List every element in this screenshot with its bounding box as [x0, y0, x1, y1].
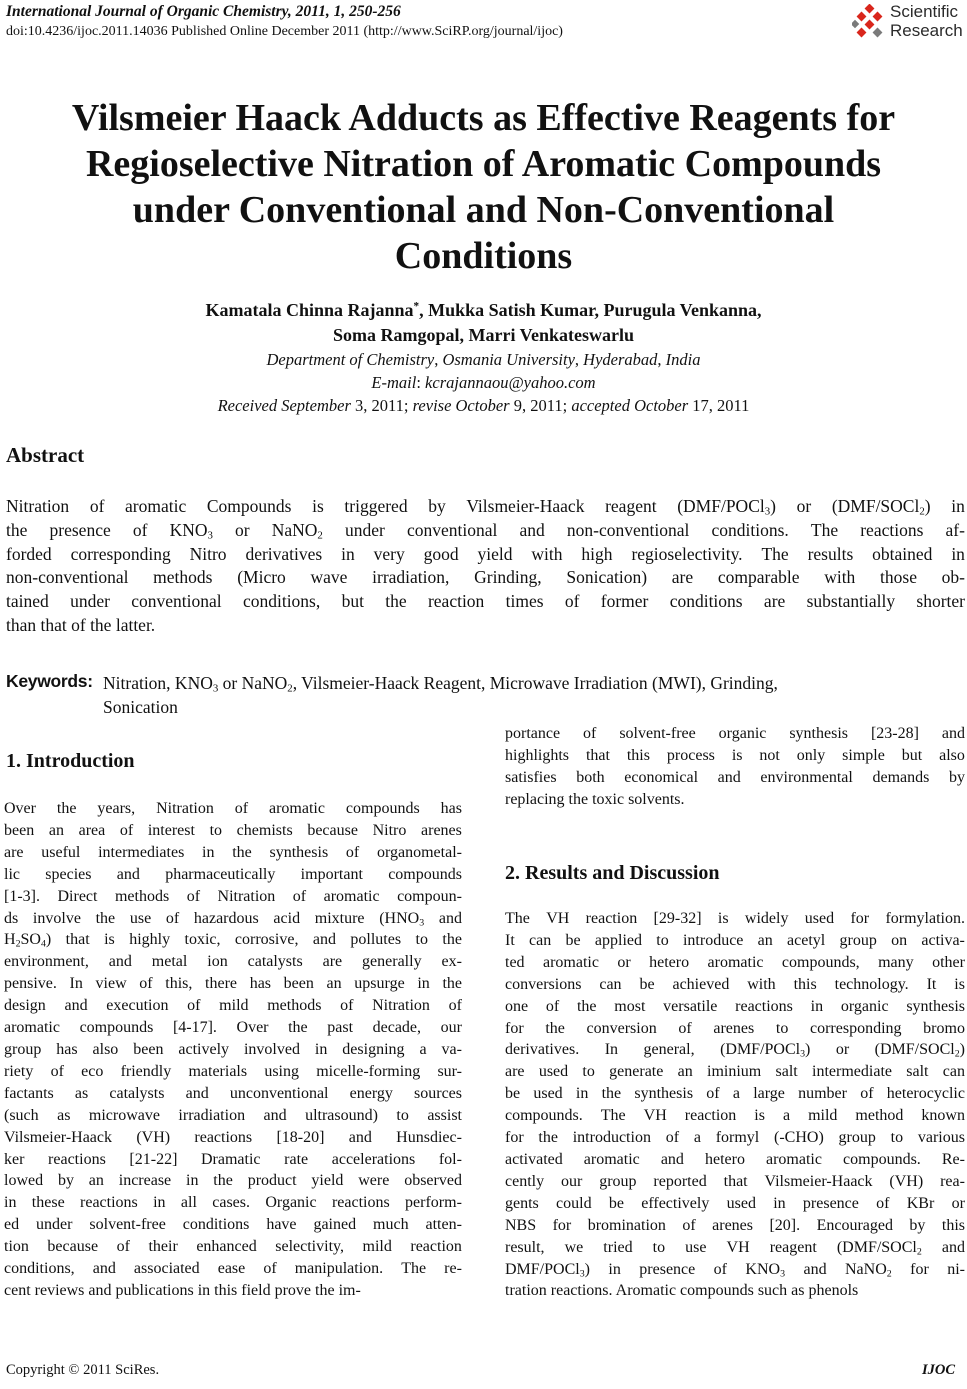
introduction-body: [4, 798, 462, 1302]
logo-text: [890, 2, 963, 40]
text-line: NBS for bromination of arenes [20]. Encouraged by this: [505, 1216, 965, 1234]
text-line: group has also been actively involved in designing a va-: [4, 1040, 462, 1058]
text-line: ds involve the use of hazardous acid mixture ($HNO_3$ and: [4, 909, 462, 928]
logo-mark-icon: [852, 4, 888, 40]
email-label: E-mail: [371, 373, 417, 392]
department: Department of Chemistry: [266, 350, 435, 369]
author-line: [0, 298, 967, 323]
title-line: under Conventional and Non-Conventional: [132, 189, 835, 231]
keywords-line: Sonication: [103, 697, 178, 717]
text-line: factants as catalysts and unconventional energy sources: [4, 1084, 462, 1102]
corresponding-author: Kamatala Chinna Rajanna: [205, 300, 414, 320]
text-line: be used in the synthesis of a large number of heterocyclic: [505, 1085, 965, 1103]
author-line: Soma Ramgopal, Marri Venkateswarlu: [333, 325, 634, 345]
text-line: It can be applied to introduce an acetyl group on activa-: [505, 931, 965, 949]
abstract-line: Nitration of aromatic Compounds is triggered by Vilsmeier-Haack reagent (DMF/POCl$_3$) or (DMF/SOCl$_2$) in: [6, 496, 965, 518]
text-line: tion because of their enhanced selectivity, mild reaction: [4, 1238, 462, 1256]
logo-line-1: Scientific: [890, 2, 959, 21]
author-list: [0, 298, 967, 348]
text-line: aromatic compounds [4-17]. Over the past decade, our: [4, 1019, 462, 1037]
doi-line: doi:10.4236/ijoc.2011.14036 Published Online December 2011 (http://www.SciRP.org/journal/ijoc): [6, 24, 563, 39]
text-line: in these reactions in all cases. Organic reactions perform-: [4, 1194, 462, 1212]
affiliation-block: [0, 348, 967, 417]
text-line: satisfies both economical and environmental demands by: [505, 768, 965, 786]
text-line: design and execution of mild methods of Nitration of: [4, 997, 462, 1015]
copyright-notice: Copyright © 2011 SciRes.: [6, 1362, 160, 1378]
text-line: portance of solvent-free organic synthesis [23-28] and: [505, 725, 965, 742]
abstract-line: tained under conventional conditions, but the reaction times of former conditions are substantially shorter: [6, 591, 965, 612]
affiliation-line: [0, 348, 967, 371]
keywords-label: Keywords:: [6, 671, 93, 691]
scientific-research-logo: [852, 2, 967, 44]
university: Osmania University: [442, 350, 575, 369]
text-line: ker reactions [21-22] Dramatic rate accelerations fol-: [4, 1150, 462, 1168]
text-line: lic species and pharmaceutically important compounds: [4, 865, 462, 883]
abstract-line: the presence of $KNO_3$ or NaNO$_2$ under conventional and non-conventional conditions. The reactions af-: [6, 519, 965, 542]
dates-line: [0, 394, 967, 417]
separator: ,: [657, 350, 666, 369]
text-line: activated aromatic and hetero aromatic compounds. Re-: [505, 1150, 965, 1168]
text-line: (such as microwave irradiation and ultrasound) to assist: [4, 1106, 462, 1124]
introduction-continued: [505, 723, 965, 811]
country: India: [665, 350, 701, 369]
text-line: derivatives. In general, (DMF/POCl$_3$) or (DMF/SOCl$_2$): [505, 1041, 965, 1060]
text-line: conversions can be achieved with this technology. It is: [505, 975, 965, 993]
title-line: Conditions: [394, 235, 573, 277]
abstract-line: than that of the latter.: [6, 614, 156, 635]
title-line: Regioselective Nitration of Aromatic Compounds: [85, 143, 882, 185]
text-line: DMF/POCl$_3$) in presence of $KNO_3$ and NaNO$_2$ for ni-: [505, 1260, 965, 1279]
text-line: result, we tried to use VH reagent (DMF/SOCl$_2$ and: [505, 1238, 965, 1258]
separator: ,: [574, 350, 584, 369]
paper-title: [0, 95, 967, 279]
text-line: tration reactions. Aromatic compounds such as phenols: [505, 1282, 859, 1300]
accepted-date: 17, 2011: [688, 396, 750, 415]
text-line: cent reviews and publications in this field prove the im-: [4, 1281, 361, 1299]
text-line: cently our group reported that Vilsmeier-Haack (VH) rea-: [505, 1172, 965, 1190]
text-line: are used to generate an iminium salt intermediate salt can: [505, 1063, 965, 1081]
text-line: lowed by an increase in the product yield were observed: [4, 1172, 462, 1190]
keywords-line: Nitration, $KNO_3$ or NaNO$_2$, Vilsmeier-Haack Reagent, Microwave Irradiation (MWI), Grinding,: [103, 673, 778, 695]
text-line: are useful intermediates in the synthesis of organometal-: [4, 843, 462, 861]
text-line: gents could be effectively used in presence of KBr or: [505, 1194, 965, 1212]
revised-date: 9, 2011;: [509, 396, 572, 415]
text-line: $H_2SO_4$) that is highly toxic, corrosive, and pollutes to the: [4, 931, 462, 950]
results-body: [505, 908, 965, 1302]
text-line: one of the most versatile reactions in organic synthesis: [505, 997, 965, 1015]
revised-label: revise October: [412, 396, 510, 415]
received-label: Received September: [217, 396, 351, 415]
accepted-label: accepted October: [571, 396, 689, 415]
logo-line-2: Research: [890, 21, 963, 40]
text-line: compounds. The VH reaction is a mild method known: [505, 1107, 965, 1125]
text-line: Vilsmeier-Haack (VH) reactions [18-20] and Hunsdiec-: [4, 1128, 462, 1146]
email-line: E-mail: kcrajannaou@yahoo.com: [371, 373, 596, 392]
email-address[interactable]: kcrajannaou@yahoo.com: [425, 373, 596, 392]
abstract-line: forded corresponding Nitro derivatives in very good yield with high regioselectivity. The results obtained in: [6, 543, 965, 564]
journal-citation: International Journal of Organic Chemistry, 2011, 1, 250-256: [6, 3, 401, 20]
text-line: [1-3]. Direct methods of Nitration of aromatic compoun-: [4, 887, 462, 905]
text-line: The VH reaction [29-32] is widely used for formylation.: [505, 910, 965, 927]
section-heading-introduction: 1. Introduction: [6, 750, 135, 772]
abstract-line: non-conventional methods (Micro wave irradiation, Grinding, Sonication) are comparable with those ob-: [6, 567, 965, 588]
separator: ,: [434, 350, 443, 369]
text-line: Over the years, Nitration of aromatic compounds has: [4, 800, 462, 817]
coauthors: , Mukka Satish Kumar, Purugula Venkanna,: [419, 300, 762, 320]
text-line: environment, and metal ion catalysts are generally ex-: [4, 953, 462, 971]
text-line: been an area of interest to chemists because Nitro arenes: [4, 821, 462, 839]
received-date: 3, 2011;: [350, 396, 413, 415]
journal-abbreviation: IJOC: [922, 1362, 956, 1378]
abstract-body: [6, 495, 965, 638]
corresponding-mark: *: [413, 300, 420, 313]
text-line: conditions, and associated ease of manipulation. The re-: [4, 1260, 462, 1278]
text-line: replacing the toxic solvents.: [505, 790, 685, 808]
keywords-text: [103, 671, 963, 719]
abstract-heading: Abstract: [6, 443, 85, 467]
title-line: Vilsmeier Haack Adducts as Effective Reagents for: [71, 97, 896, 139]
section-heading-results: 2. Results and Discussion: [505, 862, 720, 884]
city: Hyderabad: [583, 350, 658, 369]
text-line: riety of eco friendly materials using micelle-forming sur-: [4, 1062, 462, 1080]
text-line: highlights that this process is not only simple but also: [505, 746, 965, 764]
text-line: pensive. In view of this, there has been an upsurge in the: [4, 975, 462, 993]
text-line: ed under solvent-free conditions have gained much atten-: [4, 1216, 462, 1234]
text-line: for the introduction of a formyl (-CHO) group to various: [505, 1129, 965, 1147]
text-line: for the conversion of arenes to corresponding bromo: [505, 1019, 965, 1037]
text-line: ted aromatic or hetero aromatic compounds, many other: [505, 953, 965, 971]
